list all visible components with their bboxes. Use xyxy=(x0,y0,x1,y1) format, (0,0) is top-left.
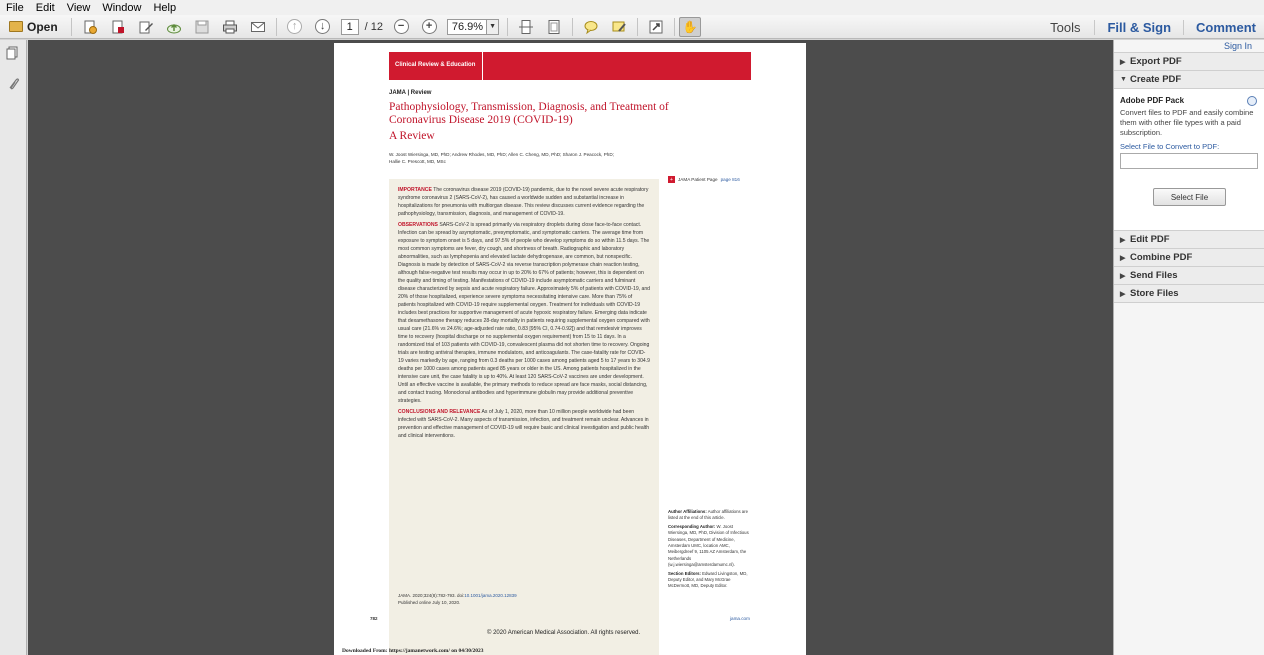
abstract-conclusions xyxy=(398,408,651,440)
toolbar-divider xyxy=(674,18,675,36)
edit-pdf-label: Edit PDF xyxy=(1130,234,1170,245)
zoom-out-button[interactable] xyxy=(390,17,412,37)
email-button[interactable] xyxy=(247,17,269,37)
published-date: Published online July 10, 2020. xyxy=(398,600,461,605)
toolbar-divider xyxy=(572,18,573,36)
pdf-page xyxy=(334,43,806,655)
edit-pencil-icon xyxy=(138,19,154,35)
journal-label: JAMA | Review xyxy=(389,90,432,96)
article-subtitle: A Review xyxy=(389,130,435,142)
previous-page-button[interactable] xyxy=(284,17,306,37)
expand-icon xyxy=(648,19,664,35)
importance-heading: IMPORTANCE xyxy=(398,187,432,193)
toolbar-divider xyxy=(71,18,72,36)
patient-page-link[interactable]: page 816 xyxy=(720,177,740,182)
chevron-right-icon: ▶ xyxy=(1120,290,1126,298)
citation-text: JAMA. 2020;324(8):782-793. doi: xyxy=(398,593,465,598)
folder-icon xyxy=(9,21,23,32)
observations-text: SARS-CoV-2 is spread primarily via respiratory droplets during close face-to-face contact. Infection can be spread by asymptomatic, presymptomatic, and symptomatic carriers. The average time from exposure to symptom onset is 5 days, and 97.5% of people who develop symptoms do so within 11.5 days. The most common symptoms are fever, dry cough, and shortness of breath. Radiographic and laboratory abnormalities, such as lymphopenia and elevated lactate dehydrogenase, are common, but nonspecific. Diagnosis is made by detection of SARS-CoV-2 via reverse transcription polymerase chain reaction testing, although false-negative test results may occur in up to 20% to 67% of patients; however, this is dependent on the quality and timing of testing. Manifestations of COVID-19 include asymptomatic carriers and fulminant disease characterized by sepsis and acute respiratory failure. Approximately 5% of patients with COVID-19, and 20% of those hospitalized, experience severe symptoms necessitating intensive care. More than 75% of patients hospitalized with COVID-19 require supplemental oxygen. Treatment for individuals with COVID-19 includes best practices for supportive management of acute hypoxic respiratory failure. Emerging data indicate that dexamethasone therapy reduces 28-day mortality in patients requiring supplemental oxygen compared with usual care (21.6% vs 24.6%; age-adjusted rate ratio, 0.83 [95% CI, 0.74-0.92]) and that remdesivir improves time to recovery (hospital discharge or no supplemental oxygen requirement) from 15 to 11 days. In a randomized trial of 103 patients with COVID-19, convalescent plasma did not shorten time to recovery. Ongoing trials are testing antiviral therapies, immune modulators, and anticoagulants. The case-fatality rate for COVID-19 varies markedly by age, ranging from 0.3 deaths per 1000 cases among patients aged 5 to 17 years to 304.9 deaths per 1000 cases among patients aged 85 years or older in the US. Among patients hospitalized in the intensive care unit, the case fatality is up to 40%. At least 120 SARS-CoV-2 vaccines are under development. Until an effective vaccine is available, the primary methods to reduce spread are face masks, social distancing, and contact tracing. Monoclonal antibodies and hyperimmune globulin may provide additional preventive strategies. xyxy=(398,222,651,404)
zoom-in-button[interactable] xyxy=(418,17,440,37)
envelope-icon xyxy=(250,19,266,35)
menu-window[interactable]: Window xyxy=(102,1,142,14)
chevron-right-icon: ▶ xyxy=(1120,58,1126,66)
author-info-sidebar xyxy=(668,509,753,592)
editors-text: Edward Livingston, MD, Deputy Editor, and Mary McGrae McDermott, MD, Deputy Editor. xyxy=(668,570,748,589)
highlight-tool-button[interactable] xyxy=(608,17,630,37)
highlighter-icon xyxy=(611,19,627,35)
attachment-icon[interactable] xyxy=(6,77,20,91)
zoom-value[interactable]: 76.9% xyxy=(447,19,487,35)
combine-pdf-label: Combine PDF xyxy=(1130,252,1193,263)
sign-in-link[interactable]: Sign In xyxy=(1223,41,1252,51)
fill-sign-tab[interactable]: Fill & Sign xyxy=(1094,20,1183,35)
page-number-input[interactable]: 1 xyxy=(341,19,359,35)
hand-icon: ✋ xyxy=(682,19,698,34)
cloud-upload-icon xyxy=(166,19,182,35)
comment-tab[interactable]: Comment xyxy=(1183,20,1264,35)
store-files-panel[interactable] xyxy=(1114,285,1264,302)
save-button[interactable] xyxy=(191,17,213,37)
site-link[interactable]: jama.com xyxy=(730,616,750,621)
zoom-select[interactable] xyxy=(447,19,499,35)
print-button[interactable] xyxy=(219,17,241,37)
plus-icon: + xyxy=(422,19,437,34)
arrow-up-icon: ↑ xyxy=(287,19,302,34)
corresponding-text: W. Joost Wiersinga, MD, PhD, Division of Infectious Diseases, Department of Medicine, Amsterdam UMC, location AMC, Meibergdreef 9, 1105 AZ Amsterdam, the Netherlands (w.j.wiersinga@amsterdamumc.nl). xyxy=(668,523,749,568)
download-stamp: Downloaded From: https://jamanetwork.com/ on 04/30/2023 xyxy=(342,648,484,654)
abstract-box xyxy=(389,179,659,655)
send-files-label: Send Files xyxy=(1130,270,1178,281)
chevron-right-icon: ▶ xyxy=(1120,236,1126,244)
create-pdf-icon xyxy=(82,19,98,35)
observations-heading: OBSERVATIONS xyxy=(398,222,438,228)
chevron-right-icon: ▶ xyxy=(1120,272,1126,280)
chevron-down-icon: ▼ xyxy=(1120,76,1127,83)
toolbar-right xyxy=(1036,15,1264,39)
navigation-pane xyxy=(0,40,27,655)
toolbar-divider xyxy=(637,18,638,36)
menu-help[interactable]: Help xyxy=(153,1,177,14)
tools-pane xyxy=(1113,40,1264,655)
page-total: / 12 xyxy=(364,20,384,33)
affiliations-heading: Author Affiliations: xyxy=(668,509,707,514)
create-pdf-button[interactable] xyxy=(79,17,101,37)
author-list: W. Joost Wiersinga, MD, PhD; Andrew Rhodes, MD, PhD; Allen C. Cheng, MD, PhD; Sharon J. Peacock, PhD; Hallie C. Prescott, MD, MSc xyxy=(389,152,614,164)
export-pdf-label: Export PDF xyxy=(1130,56,1182,67)
speech-bubble-icon xyxy=(583,19,599,35)
arrow-down-icon: ↓ xyxy=(315,19,330,34)
menu-bar xyxy=(0,0,1264,15)
combine-pdf-panel[interactable] xyxy=(1114,249,1264,266)
next-page-button[interactable] xyxy=(312,17,334,37)
section-banner xyxy=(389,52,751,80)
chevron-right-icon: ▶ xyxy=(1120,254,1126,262)
cloud-upload-button[interactable] xyxy=(163,17,185,37)
abstract-observations xyxy=(398,221,651,405)
menu-file[interactable]: File xyxy=(6,1,24,14)
copyright-notice: © 2020 American Medical Association. All rights reserved. xyxy=(487,630,641,636)
fit-width-icon xyxy=(518,19,534,35)
open-label: Open xyxy=(27,19,58,34)
select-file-button[interactable]: Select File xyxy=(1153,188,1226,206)
editors-heading: Section Editors: xyxy=(668,570,701,576)
toolbar-divider xyxy=(507,18,508,36)
select-file-label: Select File to Convert to PDF: xyxy=(1120,142,1220,151)
tools-tab[interactable]: Tools xyxy=(1050,19,1081,35)
banner-divider xyxy=(482,52,483,80)
menu-edit[interactable]: Edit xyxy=(35,1,55,14)
document-viewport[interactable] xyxy=(28,40,1113,655)
file-path-field[interactable] xyxy=(1120,153,1258,169)
fullscreen-button[interactable] xyxy=(645,17,667,37)
citation-doi-link[interactable]: 10.1001/jama.2020.12839 xyxy=(464,593,517,598)
citation xyxy=(398,592,648,606)
create-pdf-body xyxy=(1114,89,1264,230)
corresponding-heading: Corresponding Author: xyxy=(668,523,716,529)
toolbar-divider xyxy=(276,18,277,36)
save-disk-icon xyxy=(194,19,210,35)
pane-divider xyxy=(1114,302,1264,303)
affiliations-text: Author affiliations are listed at the end of this article. xyxy=(668,509,749,521)
open-button[interactable] xyxy=(3,17,64,37)
hand-tool-button[interactable] xyxy=(679,17,701,37)
printer-icon xyxy=(222,19,238,35)
main-toolbar xyxy=(0,15,1264,39)
pdf-pack-description: Convert files to PDF and easily combine them with other file types with a paid subscription. xyxy=(1120,108,1254,137)
importance-text: The coronavirus disease 2019 (COVID-19) pandemic, due to the novel severe acute respiratory syndrome coronavirus 2 (SARS-CoV-2), has caused a worldwide sudden and substantial increase in hospitalizations for pneumonia with multiorgan disease. This review discusses current evidence regarding the pathophysiology, transmission, diagnosis, and management of COVID-19. xyxy=(398,187,649,217)
edit-pdf-panel[interactable] xyxy=(1114,231,1264,248)
edit-button[interactable] xyxy=(135,17,157,37)
export-pdf-panel[interactable] xyxy=(1114,53,1264,70)
article-title: Pathophysiology, Transmission, Diagnosis, and Treatment of Coronavirus Disease 2019 (COVID-19) xyxy=(389,101,669,126)
fit-width-button[interactable] xyxy=(515,17,537,37)
create-pdf-label: Create PDF xyxy=(1130,74,1182,85)
abstract-text xyxy=(398,186,651,443)
fit-page-button[interactable] xyxy=(543,17,565,37)
create-pdf-panel[interactable] xyxy=(1114,71,1264,88)
send-files-panel[interactable] xyxy=(1114,267,1264,284)
minus-icon: − xyxy=(394,19,409,34)
plus-box-icon: + xyxy=(668,176,675,183)
page-number: 782 xyxy=(370,616,378,621)
banner-label: Clinical Review & Education xyxy=(395,62,476,68)
pages-icon[interactable] xyxy=(6,46,20,60)
info-icon[interactable] xyxy=(1247,96,1257,106)
patient-page-note xyxy=(668,176,740,183)
comment-tool-button[interactable] xyxy=(580,17,602,37)
fit-page-icon xyxy=(546,19,562,35)
pdf-pack-title: Adobe PDF Pack xyxy=(1120,96,1185,105)
conclusions-text: As of July 1, 2020, more than 10 million people worldwide had been infected with SARS-CoV-2. Many aspects of transmission, infection, and treatment remain unclear. Advances in prevention and effective management of COVID-19 will require basic and clinical investigation and public health and clinical interventions. xyxy=(398,409,650,439)
abstract-importance xyxy=(398,186,651,218)
store-files-label: Store Files xyxy=(1130,288,1179,299)
convert-pdf-icon xyxy=(110,19,126,35)
chevron-down-icon[interactable]: ▼ xyxy=(487,19,499,35)
menu-view[interactable]: View xyxy=(66,1,91,14)
convert-pdf-button[interactable] xyxy=(107,17,129,37)
patient-page-label: JAMA Patient Page xyxy=(678,177,718,182)
conclusions-heading: CONCLUSIONS AND RELEVANCE xyxy=(398,409,481,415)
